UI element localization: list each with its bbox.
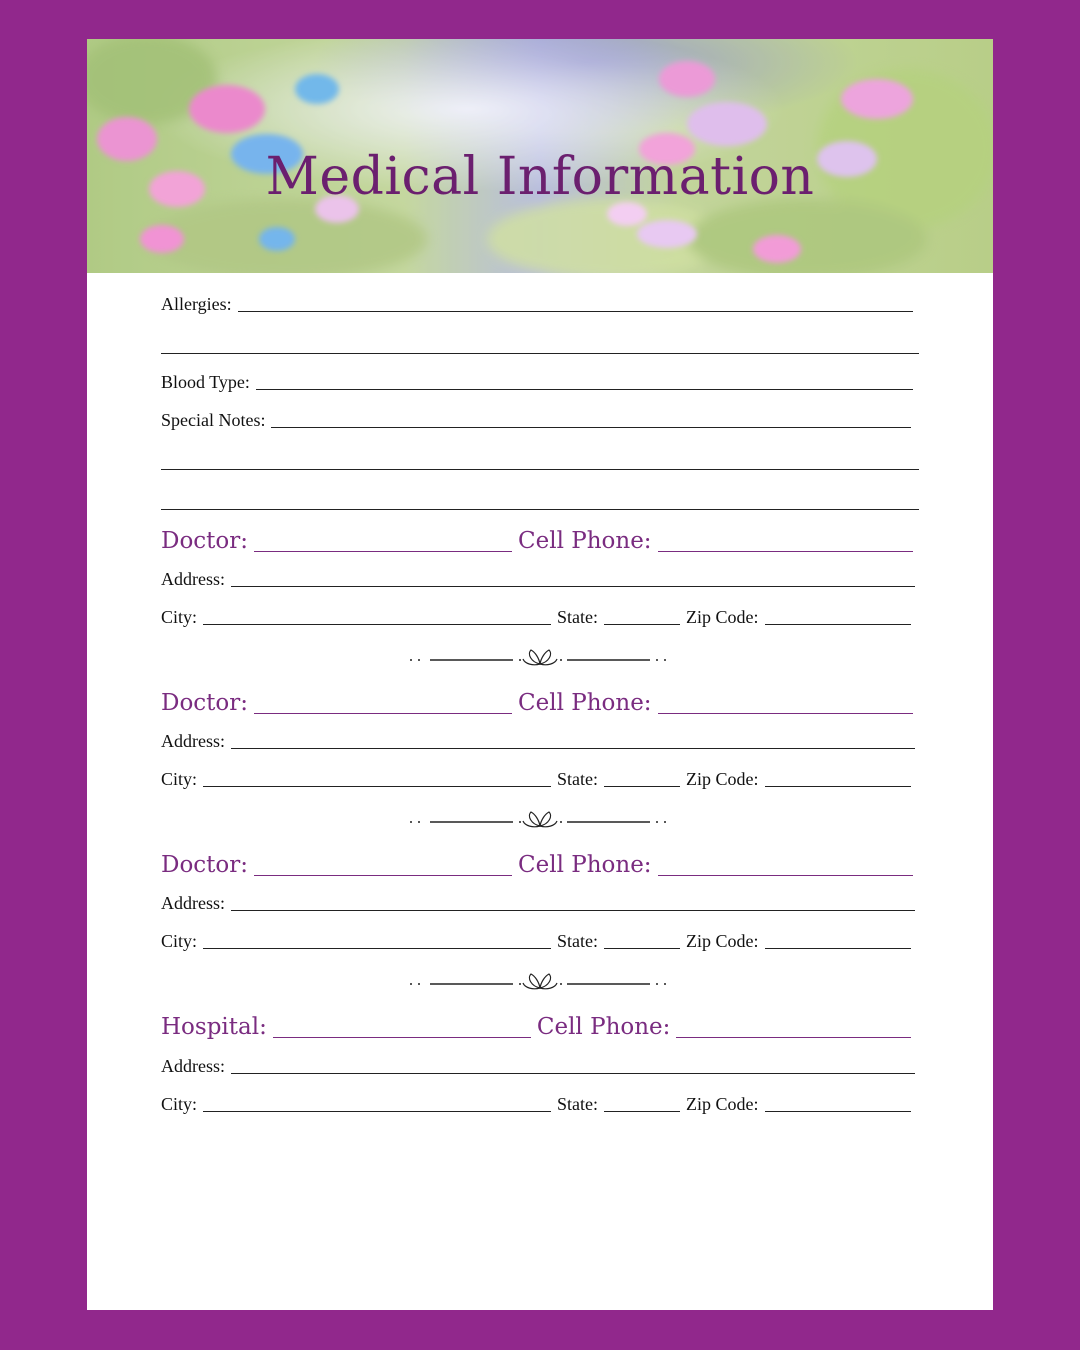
hospital-phone-field[interactable] bbox=[676, 1037, 911, 1038]
doctor-1-phone-label: Cell Phone: bbox=[518, 528, 652, 554]
doctor-1-city-field[interactable] bbox=[203, 624, 551, 625]
hospital-city-label: City: bbox=[161, 1094, 198, 1114]
hospital-state-field[interactable] bbox=[604, 1111, 680, 1112]
hospital-phone-label: Cell Phone: bbox=[536, 1014, 671, 1040]
doctor-1-phone-field[interactable] bbox=[658, 551, 913, 552]
doctor-3-label: Doctor: bbox=[161, 852, 249, 878]
allergies-label: Allergies: bbox=[161, 294, 232, 314]
leaf-ornament-icon bbox=[405, 648, 675, 668]
leaf-ornament-icon bbox=[405, 972, 675, 992]
doctor-2-phone-label: Cell Phone: bbox=[518, 690, 652, 716]
doctor-2-city-label: City: bbox=[161, 769, 198, 789]
doctor-1-address-row bbox=[161, 568, 919, 590]
doctor-3-address-field[interactable] bbox=[231, 910, 915, 911]
doctor-3-state-field[interactable] bbox=[604, 948, 680, 949]
doctor-1-label: Doctor: bbox=[161, 528, 249, 554]
hospital-header-row bbox=[161, 1013, 919, 1041]
doctor-1-header-row bbox=[161, 527, 919, 555]
hospital-address-field[interactable] bbox=[231, 1073, 915, 1074]
hospital-city-field[interactable] bbox=[203, 1111, 551, 1112]
doctor-2-address-field[interactable] bbox=[231, 748, 915, 749]
doctor-3-city-label: City: bbox=[161, 931, 198, 951]
form-page bbox=[87, 39, 993, 1310]
special-notes-field-2[interactable] bbox=[161, 469, 919, 470]
hospital-zip-label: Zip Code: bbox=[686, 1094, 759, 1114]
page-title: Medical Information bbox=[265, 147, 815, 207]
hospital-name-field[interactable] bbox=[273, 1037, 531, 1038]
doctor-2-state-label: State: bbox=[557, 769, 599, 789]
special-notes-label: Special Notes: bbox=[161, 410, 266, 430]
doctor-1-address-label: Address: bbox=[161, 569, 225, 589]
doctor-2-label: Doctor: bbox=[161, 690, 249, 716]
doctor-3-phone-label: Cell Phone: bbox=[518, 852, 652, 878]
doctor-3-phone-field[interactable] bbox=[658, 875, 913, 876]
doctor-1-address-field[interactable] bbox=[231, 586, 915, 587]
doctor-2-name-field[interactable] bbox=[254, 713, 512, 714]
doctor-3-name-field[interactable] bbox=[254, 875, 512, 876]
blood-type-row bbox=[161, 371, 919, 393]
doctor-1-zip-field[interactable] bbox=[765, 624, 911, 625]
doctor-2-city-row bbox=[161, 768, 919, 790]
hospital-city-row bbox=[161, 1093, 919, 1115]
doctor-3-address-row bbox=[161, 892, 919, 914]
hospital-address-label: Address: bbox=[161, 1056, 225, 1076]
doctor-2-address-row bbox=[161, 730, 919, 752]
blood-type-label: Blood Type: bbox=[161, 372, 250, 392]
doctor-1-city-label: City: bbox=[161, 607, 198, 627]
allergies-field[interactable] bbox=[238, 311, 913, 312]
special-notes-field-3[interactable] bbox=[161, 509, 919, 510]
allergies-field-continued[interactable] bbox=[161, 353, 919, 354]
blood-type-field[interactable] bbox=[256, 389, 913, 390]
doctor-2-city-field[interactable] bbox=[203, 786, 551, 787]
doctor-1-name-field[interactable] bbox=[254, 551, 512, 552]
doctor-3-header-row bbox=[161, 851, 919, 879]
doctor-2-header-row bbox=[161, 689, 919, 717]
doctor-3-zip-field[interactable] bbox=[765, 948, 911, 949]
allergies-row bbox=[161, 293, 919, 315]
doctor-2-address-label: Address: bbox=[161, 731, 225, 751]
doctor-1-zip-label: Zip Code: bbox=[686, 607, 759, 627]
hospital-zip-field[interactable] bbox=[765, 1111, 911, 1112]
doctor-1-state-label: State: bbox=[557, 607, 599, 627]
doctor-3-address-label: Address: bbox=[161, 893, 225, 913]
leaf-ornament-icon bbox=[405, 810, 675, 830]
doctor-3-city-row bbox=[161, 930, 919, 952]
doctor-2-phone-field[interactable] bbox=[658, 713, 913, 714]
doctor-1-city-row bbox=[161, 606, 919, 628]
doctor-2-zip-label: Zip Code: bbox=[686, 769, 759, 789]
doctor-3-zip-label: Zip Code: bbox=[686, 931, 759, 951]
doctor-1-state-field[interactable] bbox=[604, 624, 680, 625]
hospital-address-row bbox=[161, 1055, 919, 1077]
hospital-label: Hospital: bbox=[161, 1014, 267, 1040]
special-notes-row bbox=[161, 409, 919, 431]
doctor-3-city-field[interactable] bbox=[203, 948, 551, 949]
hospital-state-label: State: bbox=[557, 1094, 599, 1114]
floral-banner bbox=[87, 39, 993, 273]
doctor-2-zip-field[interactable] bbox=[765, 786, 911, 787]
doctor-2-state-field[interactable] bbox=[604, 786, 680, 787]
special-notes-field[interactable] bbox=[271, 427, 911, 428]
doctor-3-state-label: State: bbox=[557, 931, 599, 951]
